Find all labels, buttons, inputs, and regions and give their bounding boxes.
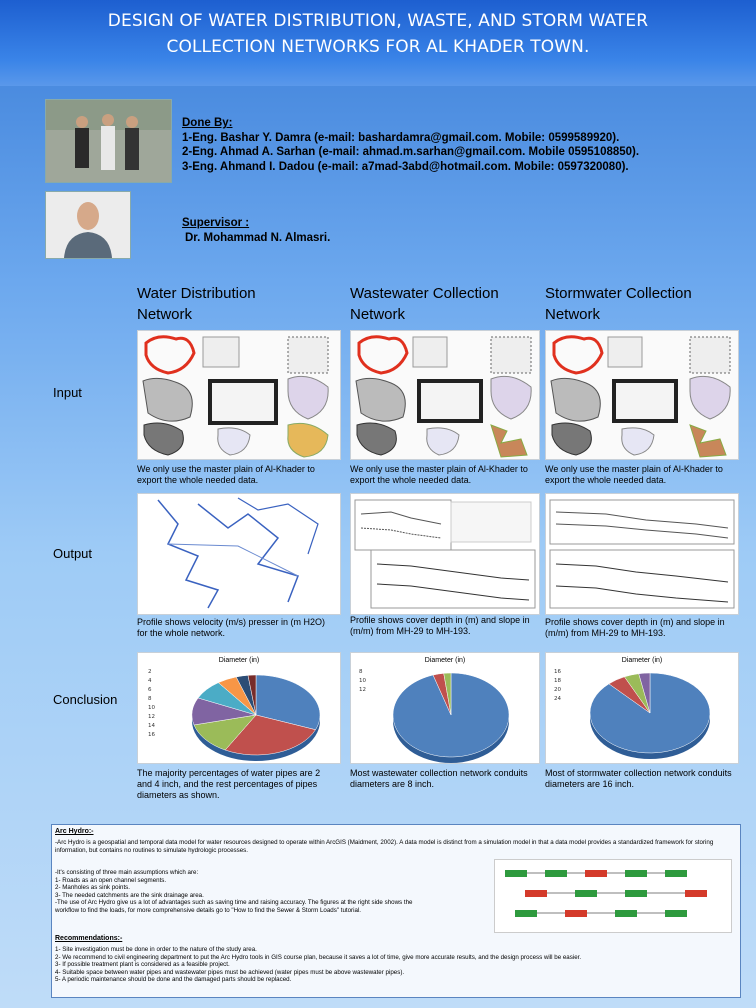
supervisor-name: Dr. Mohammad N. Almasri. (185, 231, 331, 244)
recommendations-heading: Recommendations:- (55, 935, 123, 942)
pie-chart-wastewater (351, 653, 539, 763)
row-label-output: Output (53, 546, 93, 561)
supervisor-block (182, 216, 582, 245)
output-panel-water (137, 493, 341, 615)
pie-legend-12: 12 (359, 687, 366, 693)
pie-slices-stormwater (554, 669, 710, 759)
pie-legend-2: 2 (148, 669, 152, 675)
pie-panel-wastewater (350, 652, 540, 764)
supervisor-photo (45, 191, 131, 259)
pie-legend-10: 10 (148, 705, 155, 711)
assumptions-list: -It's consisting of three main assumptions which are: 1- Roads as an open channel segments. 2- Manholes as sink points. 3- The needed catchments are the sink drainage area. -The use of Arc Hydro give us a lot of advantages such as saving time and raising accuracy. The figures at the right side shows the workflow to find the loads, for more comprehensive details go to "How to find the Sewer & Storm Loads" tutorial. (55, 869, 413, 914)
supervisor-heading: Supervisor : (182, 217, 250, 229)
pie-title-wastewater: Diameter (in) (424, 657, 466, 664)
pie-legend-16: 16 (148, 732, 155, 738)
arc-hydro-heading: Arc Hydro:- (55, 828, 94, 835)
authors-block (182, 116, 742, 174)
author-3: 3-Eng. Ahmand I. Dadou (e-mail: a7mad-3abd@hotmail.com. Mobile: 0597320080). (182, 160, 629, 173)
pie-legend-18: 18 (554, 678, 561, 684)
pie-chart-stormwater (546, 653, 738, 763)
pie-legend-4: 4 (148, 678, 152, 684)
arc-hydro-text: -Arc Hydro is a geospatial and temporal data model for water resources designed to operate within ArcGIS (Maidment, 2002). A data model is distinct from a simulation model in that a data model provides a standardized framework for storing information, but contains no routines to simulate hydrologic processes. (55, 839, 714, 854)
pie-legend-20: 20 (554, 687, 561, 693)
column-header-wastewater: Wastewater Collection Network (350, 285, 499, 323)
authors-heading: Done By: (182, 117, 233, 129)
details-box (51, 824, 741, 998)
workflow-diagram (494, 859, 732, 933)
output-caption-stormwater: Profile shows cover depth in (m) and slope in (m/m) from MH-29 to MH-193. (545, 617, 725, 638)
row-label-conclusion: Conclusion (53, 692, 118, 707)
pie-legend-8: 8 (359, 669, 363, 675)
conclusion-caption-water: The majority percentages of water pipes are 2 and 4 inch, and the rest percentages of pipes diameters as shown. (137, 768, 321, 800)
poster-title (0, 8, 756, 60)
output-caption-water: Profile shows velocity (m/s) presser in (m H2O) for the whole network. (137, 617, 326, 638)
output-panel-wastewater (350, 493, 540, 615)
recommendations-list: 1- Site investigation must be done in order to the nature of the study area. 2- We recommend to civil engineering department to put the Arc Hydro tools in GIS course plan, because it saves a lot of time, give more accurate results, and the design process will be easier. 3- If possible treatment plant is considered as a feasible project. 4- Suitable space between water pipes and wastewater pipes must be achieved (water pipes must be above wastewater pipes). 5- A periodic maintenance should be done and the damaged parts should be replaced. (55, 946, 582, 984)
author-2: 2-Eng. Ahmad A. Sarhan (e-mail: ahmad.m.sarhan@gmail.com. Mobile 0595108850). (182, 146, 640, 158)
column-header-water: Water Distribution Network (137, 285, 256, 323)
team-photo (45, 99, 172, 183)
pie-legend-10: 10 (359, 678, 366, 684)
pie-legend-6: 6 (148, 687, 152, 693)
output-panel-stormwater (545, 493, 739, 615)
input-caption-wastewater: We only use the master plain of Al-Khader to export the whole needed data. (350, 464, 528, 485)
pie-slices-wastewater (359, 669, 509, 763)
conclusion-caption-stormwater: Most of stormwater collection network conduits diameters are 16 inch. (545, 768, 732, 789)
input-caption-stormwater: We only use the master plain of Al-Khader to export the whole needed data. (545, 464, 723, 485)
title-line-1: DESIGN OF WATER DISTRIBUTION, WASTE, AND STORM WATER (107, 11, 649, 31)
input-panel-stormwater (545, 330, 739, 460)
input-panel-wastewater (350, 330, 540, 460)
pie-panel-water (137, 652, 341, 764)
pie-legend-14: 14 (148, 723, 155, 729)
pie-slices-water (148, 669, 320, 761)
pie-legend-16: 16 (554, 669, 561, 675)
conclusion-caption-wastewater: Most wastewater collection network conduits diameters are 8 inch. (350, 768, 528, 789)
input-caption-water: We only use the master plain of Al-Khader to export the whole needed data. (137, 464, 315, 485)
pie-title-stormwater: Diameter (in) (621, 657, 663, 664)
pie-legend-8: 8 (148, 696, 152, 702)
author-1: 1-Eng. Bashar Y. Damra (e-mail: bashardamra@gmail.com. Mobile: 0599589920). (182, 131, 620, 144)
row-label-input: Input (53, 385, 82, 400)
output-caption-wastewater: Profile shows cover depth in (m) and slope in (m/m) from MH-29 to MH-193. (350, 615, 530, 636)
input-panel-water (137, 330, 341, 460)
pie-chart-water (138, 653, 340, 763)
title-line-2: COLLECTION NETWORKS FOR AL KHADER TOWN. (166, 37, 590, 57)
pie-legend-24: 24 (554, 696, 561, 702)
pie-legend-12: 12 (148, 714, 155, 720)
pie-panel-stormwater (545, 652, 739, 764)
column-header-stormwater: Stormwater Collection Network (545, 285, 692, 323)
pie-title-water: Diameter (in) (218, 657, 260, 664)
